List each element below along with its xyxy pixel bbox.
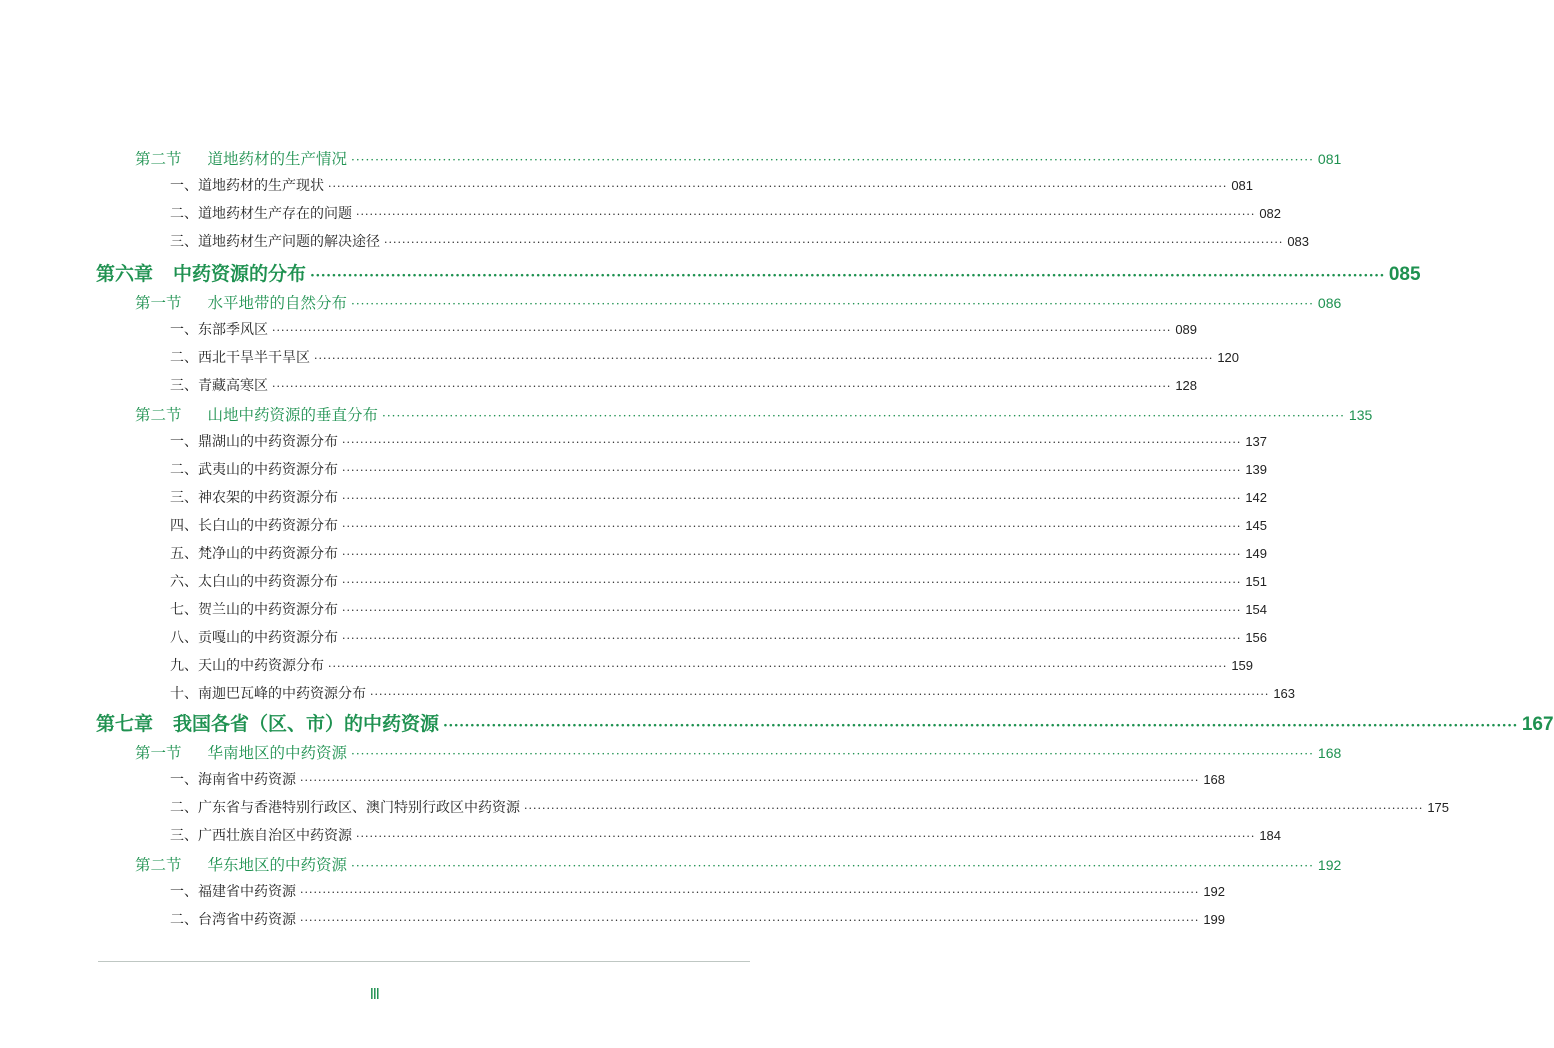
dot-leader: ········································································································································································································ xyxy=(443,718,1518,734)
toc-page-number: 151 xyxy=(1245,574,1268,589)
dot-leader: ········································································································································································································ xyxy=(351,297,1314,311)
toc-entry-title: 道地药材的生产情况 xyxy=(207,150,348,168)
toc-entry-title: 三、青藏高寒区 xyxy=(170,378,268,394)
toc-section-row[interactable] xyxy=(135,291,1342,313)
toc-entry-label xyxy=(170,543,338,563)
toc-page-number: 128 xyxy=(1175,378,1198,393)
toc-page-number: 139 xyxy=(1245,462,1268,477)
toc-entry-label xyxy=(135,291,347,313)
toc-entry-title: 中药资源的分布 xyxy=(173,263,307,285)
toc-entry-label xyxy=(170,909,296,929)
toc-item-row[interactable] xyxy=(170,543,1268,563)
footer-divider xyxy=(98,961,750,962)
toc-item-row[interactable] xyxy=(170,571,1268,591)
toc-page-number: 081 xyxy=(1317,151,1342,167)
toc-entry-title: 我国各省（区、市）的中药资源 xyxy=(173,713,440,735)
toc-item-row[interactable] xyxy=(170,319,1198,339)
dot-leader: ········································································································································································································ xyxy=(342,464,1242,477)
toc-entry-label xyxy=(135,853,347,875)
toc-entry-prefix: 第一节 xyxy=(135,294,182,312)
toc-entry-label xyxy=(170,571,338,591)
dot-leader: ········································································································································································································ xyxy=(272,380,1172,393)
toc-page-number: 192 xyxy=(1203,884,1226,899)
toc-page-number: 081 xyxy=(1231,178,1254,193)
toc-entry-label xyxy=(170,319,268,339)
toc-entry-label xyxy=(96,709,439,736)
toc-entry-title: 五、梵净山的中药资源分布 xyxy=(170,546,338,562)
toc-entry-title: 山地中药资源的垂直分布 xyxy=(207,406,379,424)
dot-leader: ········································································································································································································ xyxy=(328,180,1228,193)
toc-entry-title: 八、贡嘎山的中药资源分布 xyxy=(170,630,338,646)
dot-leader: ········································································································································································································ xyxy=(328,660,1228,673)
toc-chapter-row[interactable] xyxy=(96,259,1421,286)
toc-entry-title: 一、海南省中药资源 xyxy=(170,772,296,788)
toc-entry-label xyxy=(96,259,306,286)
toc-page-number: 192 xyxy=(1317,857,1342,873)
page-number: Ⅲ xyxy=(369,987,381,1003)
dot-leader: ········································································································································································································ xyxy=(370,688,1270,701)
toc-item-row[interactable] xyxy=(170,769,1226,789)
toc-entry-label xyxy=(170,627,338,647)
toc-entry-label xyxy=(170,347,310,367)
dot-leader: ········································································································································································································ xyxy=(272,324,1172,337)
toc-page-number: 082 xyxy=(1259,206,1282,221)
toc-entry-title: 六、太白山的中药资源分布 xyxy=(170,574,338,590)
toc-entry-title: 九、天山的中药资源分布 xyxy=(170,658,324,674)
toc-item-row[interactable] xyxy=(170,175,1254,195)
toc-item-row[interactable] xyxy=(170,797,1450,817)
toc-page-number: 167 xyxy=(1521,714,1554,735)
toc-page-number: 199 xyxy=(1203,912,1226,927)
toc-entry-label xyxy=(170,203,352,223)
toc-entry-label xyxy=(170,375,268,395)
toc-entry-title: 三、广西壮族自治区中药资源 xyxy=(170,828,352,844)
toc-item-row[interactable] xyxy=(170,909,1226,929)
toc-entry-title: 一、福建省中药资源 xyxy=(170,884,296,900)
toc-entry-title: 四、长白山的中药资源分布 xyxy=(170,518,338,534)
dot-leader: ········································································································································································································ xyxy=(524,802,1424,815)
toc-entry-title: 二、台湾省中药资源 xyxy=(170,912,296,928)
toc-page-number: 184 xyxy=(1259,828,1282,843)
dot-leader: ········································································································································································································ xyxy=(342,604,1242,617)
toc-page-number: 083 xyxy=(1287,234,1310,249)
toc-entry-title: 三、道地药材生产问题的解决途径 xyxy=(170,234,380,250)
toc-entry-label xyxy=(170,683,366,703)
toc-item-row[interactable] xyxy=(170,459,1268,479)
toc-page-number: 135 xyxy=(1348,407,1373,423)
toc-item-row[interactable] xyxy=(170,515,1268,535)
toc-entry-label xyxy=(170,599,338,619)
toc-page-number: 175 xyxy=(1427,800,1450,815)
toc-entry-title: 一、道地药材的生产现状 xyxy=(170,178,324,194)
toc-entry-title: 华南地区的中药资源 xyxy=(207,744,348,762)
toc-entry-prefix: 第二节 xyxy=(135,856,182,874)
dot-leader: ········································································································································································································ xyxy=(384,236,1284,249)
toc-entry-label xyxy=(170,655,324,675)
toc-item-row[interactable] xyxy=(170,203,1282,223)
toc-section-row[interactable] xyxy=(135,403,1373,425)
dot-leader: ········································································································································································································ xyxy=(351,859,1314,873)
toc-entry-label xyxy=(135,403,378,425)
toc-item-row[interactable] xyxy=(170,431,1268,451)
toc-entry-label xyxy=(170,431,338,451)
toc-entry-prefix: 第七章 xyxy=(96,713,154,735)
dot-leader: ········································································································································································································ xyxy=(342,436,1242,449)
toc-entry-title: 三、神农架的中药资源分布 xyxy=(170,490,338,506)
toc-entry-title: 七、贺兰山的中药资源分布 xyxy=(170,602,338,618)
toc-page-number: 159 xyxy=(1231,658,1254,673)
dot-leader: ········································································································································································································ xyxy=(356,208,1256,221)
toc-entry-prefix: 第六章 xyxy=(96,263,154,285)
toc-page-number: 163 xyxy=(1273,686,1296,701)
toc-page-number: 156 xyxy=(1245,630,1268,645)
dot-leader: ········································································································································································································ xyxy=(342,492,1242,505)
toc-page-number: 168 xyxy=(1203,772,1226,787)
dot-leader: ········································································································································································································ xyxy=(351,153,1314,167)
dot-leader: ········································································································································································································ xyxy=(342,576,1242,589)
toc-entry-title: 十、南迦巴瓦峰的中药资源分布 xyxy=(170,686,366,702)
toc-entry-title: 二、道地药材生产存在的问题 xyxy=(170,206,352,222)
toc-page-number: 154 xyxy=(1245,602,1268,617)
toc-page-number: 149 xyxy=(1245,546,1268,561)
toc-item-row[interactable] xyxy=(170,599,1268,619)
dot-leader: ········································································································································································································ xyxy=(300,774,1200,787)
dot-leader: ········································································································································································································ xyxy=(310,268,1385,284)
toc-item-row[interactable] xyxy=(170,683,1296,703)
toc-item-row[interactable] xyxy=(170,627,1268,647)
toc-chapter-row[interactable] xyxy=(96,709,1554,736)
toc-entry-title: 二、西北干旱半干旱区 xyxy=(170,350,310,366)
toc-entry-label xyxy=(170,515,338,535)
dot-leader: ········································································································································································································ xyxy=(356,830,1256,843)
toc-item-row[interactable] xyxy=(170,825,1282,845)
toc-item-row[interactable] xyxy=(170,655,1254,675)
toc-item-row[interactable] xyxy=(170,881,1226,901)
toc-entry-label xyxy=(170,175,324,195)
toc-entry-prefix: 第一节 xyxy=(135,744,182,762)
toc-page-number: 145 xyxy=(1245,518,1268,533)
toc-item-row[interactable] xyxy=(170,487,1268,507)
toc-entry-label xyxy=(170,459,338,479)
toc-entry-label xyxy=(135,147,347,169)
dot-leader: ········································································································································································································ xyxy=(314,352,1214,365)
dot-leader: ········································································································································································································ xyxy=(342,520,1242,533)
toc-item-row[interactable] xyxy=(170,347,1240,367)
toc-page-number: 168 xyxy=(1317,745,1342,761)
toc-entry-label xyxy=(170,231,380,251)
toc-entry-label xyxy=(170,825,352,845)
toc-section-row[interactable] xyxy=(135,853,1342,875)
dot-leader: ········································································································································································································ xyxy=(351,747,1314,761)
dot-leader: ········································································································································································································ xyxy=(342,632,1242,645)
toc-page-number: 086 xyxy=(1317,295,1342,311)
dot-leader: ········································································································································································································ xyxy=(342,548,1242,561)
toc-entry-title: 二、武夷山的中药资源分布 xyxy=(170,462,338,478)
toc-item-row[interactable] xyxy=(170,375,1198,395)
toc-entry-title: 水平地带的自然分布 xyxy=(207,294,348,312)
toc-item-row[interactable] xyxy=(170,231,1310,251)
toc-entry-label xyxy=(135,741,347,763)
toc-entry-label xyxy=(170,881,296,901)
toc-page-number: 089 xyxy=(1175,322,1198,337)
dot-leader: ········································································································································································································ xyxy=(382,409,1345,423)
toc-page-number: 085 xyxy=(1388,264,1421,285)
toc-entry-title: 华东地区的中药资源 xyxy=(207,856,348,874)
toc-section-row[interactable] xyxy=(135,741,1342,763)
toc-entry-label xyxy=(170,797,520,817)
toc-entry-prefix: 第二节 xyxy=(135,150,182,168)
toc-entry-prefix: 第二节 xyxy=(135,406,182,424)
toc-entry-title: 一、鼎湖山的中药资源分布 xyxy=(170,434,338,450)
toc-entry-label xyxy=(170,487,338,507)
toc-entry-label xyxy=(170,769,296,789)
toc-page-number: 120 xyxy=(1217,350,1240,365)
dot-leader: ········································································································································································································ xyxy=(300,886,1200,899)
toc-page-number: 137 xyxy=(1245,434,1268,449)
toc-entry-title: 二、广东省与香港特别行政区、澳门特别行政区中药资源 xyxy=(170,800,520,816)
toc-page-number: 142 xyxy=(1245,490,1268,505)
toc-entry-title: 一、东部季风区 xyxy=(170,322,268,338)
toc-section-row[interactable] xyxy=(135,147,1342,169)
dot-leader: ········································································································································································································ xyxy=(300,914,1200,927)
